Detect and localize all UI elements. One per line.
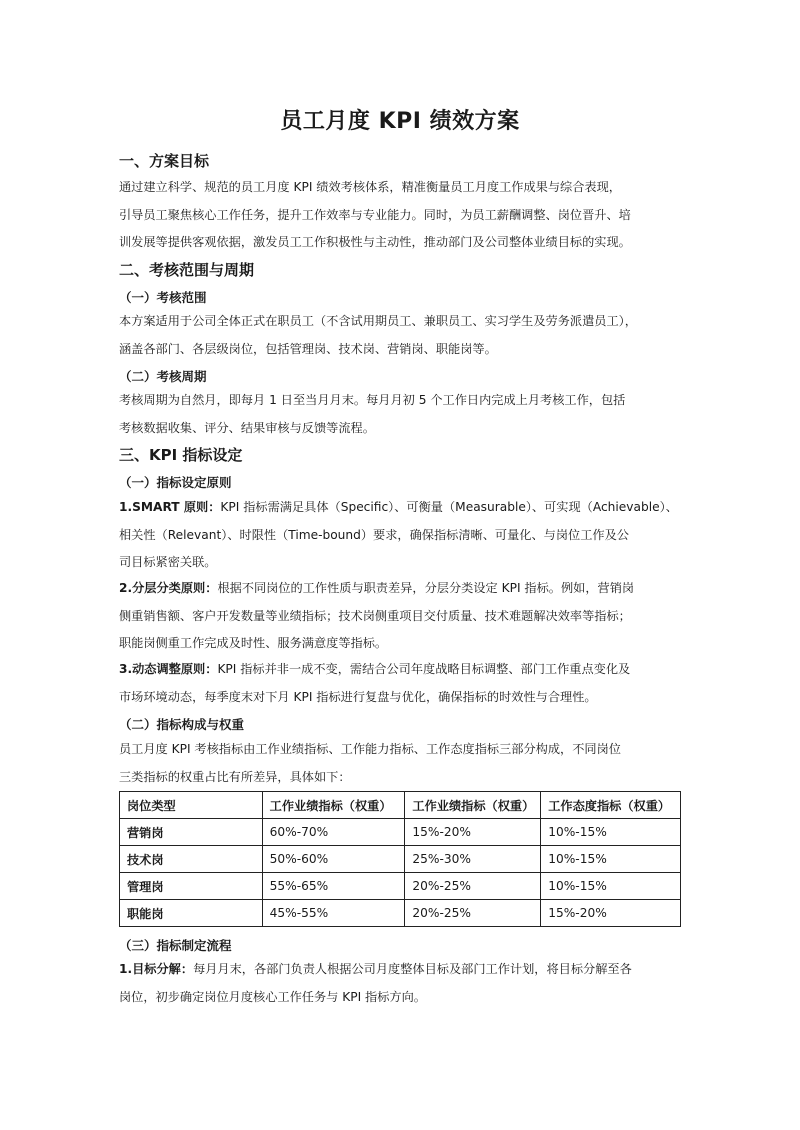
table-cell: 职能岗 [120, 900, 263, 927]
layer-label: 2.分层分类原则： [119, 581, 218, 595]
table-cell: 55%-65% [262, 873, 405, 900]
text-line: 员工月度 KPI 考核指标由工作业绩指标、工作能力指标、工作态度指标三部分构成，不同岗位 [119, 742, 621, 756]
table-row [120, 900, 681, 927]
text-line: 职能岗侧重工作完成及时性、服务满意度等指标。 [119, 636, 388, 650]
subheading-scope: （一）考核范围 [119, 290, 207, 305]
table-row [120, 846, 681, 873]
table-cell: 技术岗 [120, 846, 263, 873]
text-line: 涵盖各部门、各层级岗位，包括管理岗、技术岗、营销岗、职能岗等。 [119, 341, 497, 356]
header-cell: 工作业绩指标（权重） [262, 792, 405, 819]
subheading-process: （三）指标制定流程 [119, 938, 232, 953]
paragraph-goals [119, 174, 681, 257]
subheading-composition-weights: （二）指标构成与权重 [119, 717, 245, 732]
table-cell: 15%-20% [541, 900, 681, 927]
section-heading-goals: 一、方案目标 [119, 152, 210, 170]
text-line: 2.分层分类原则：根据不同岗位的工作性质与职责差异，分层分类设定 KPI 指标。例如，营销岗 [119, 581, 635, 595]
table-cell: 20%-25% [405, 873, 541, 900]
paragraph-goal-decomposition [119, 956, 681, 1011]
table-cell: 管理岗 [120, 873, 263, 900]
subheading-principles: （一）指标设定原则 [119, 475, 232, 490]
dynamic-label: 3.动态调整原则： [119, 662, 218, 676]
table-cell: 25%-30% [405, 846, 541, 873]
text-line: 1.目标分解：每月月末，各部门负责人根据公司月度整体目标及部门工作计划，将目标分解至各 [119, 962, 632, 976]
text-line: 司目标紧密关联。 [119, 555, 217, 569]
document-title: 员工月度 KPI 绩效方案 [280, 109, 520, 134]
paragraph-composition [119, 736, 681, 791]
table-cell: 15%-20% [405, 819, 541, 846]
text-line: 训发展等提供客观依据，激发员工工作积极性与主动性，推动部门及公司整体业绩目标的实现。 [119, 235, 631, 249]
smart-label: 1.SMART 原则： [119, 500, 221, 514]
table-cell: 45%-55% [262, 900, 405, 927]
header-cell: 工作业绩指标（权重） [405, 792, 541, 819]
table-row [120, 873, 681, 900]
table-cell: 10%-15% [541, 873, 681, 900]
table-cell: 10%-15% [541, 819, 681, 846]
text-line: 1.SMART 原则：KPI 指标需满足具体（Specific）、可衡量（Measurable）、可实现（Achievable）、 [119, 500, 678, 514]
text-line: 考核周期为自然月，即每月 1 日至当月月末。每月月初 5 个工作日内完成上月考核工作，包括 [119, 393, 626, 407]
paragraph-period [119, 387, 681, 442]
paragraph-scope [119, 308, 681, 363]
table-header-row [120, 792, 681, 819]
table-row [120, 819, 681, 846]
text-line: 市场环境动态，每季度末对下月 KPI 指标进行复盘与优化，确保指标的时效性与合理性。 [119, 689, 597, 704]
text-line: 侧重销售额、客户开发数量等业绩指标；技术岗侧重项目交付质量、技术难题解决效率等指标； [119, 608, 631, 623]
paragraph-smart-principle [119, 494, 681, 577]
table-cell: 营销岗 [120, 819, 263, 846]
table-cell: 10%-15% [541, 846, 681, 873]
section-heading-kpi-setting: 三、KPI 指标设定 [119, 446, 243, 464]
paragraph-layer-principle [119, 575, 681, 658]
kpi-weights-table [119, 791, 681, 927]
text-line: 相关性（Relevant）、时限性（Time-bound）要求，确保指标清晰、可量化、与岗位工作及公 [119, 527, 629, 542]
goal-label: 1.目标分解： [119, 962, 194, 976]
text-line: 岗位，初步确定岗位月度核心工作任务与 KPI 指标方向。 [119, 989, 426, 1004]
section-heading-scope-period: 二、考核范围与周期 [119, 261, 255, 279]
table-cell: 20%-25% [405, 900, 541, 927]
table-cell: 60%-70% [262, 819, 405, 846]
table-cell: 50%-60% [262, 846, 405, 873]
text-line: 通过建立科学、规范的员工月度 KPI 绩效考核体系，精准衡量员工月度工作成果与综合表现， [119, 180, 621, 194]
text-line: 三类指标的权重占比有所差异，具体如下： [119, 769, 351, 784]
header-cell: 工作态度指标（权重） [541, 792, 681, 819]
text-line: 本方案适用于公司全体正式在职员工（不含试用期员工、兼职员工、实习学生及劳务派遣员工）， [119, 314, 637, 328]
text-line: 3.动态调整原则：KPI 指标并非一成不变，需结合公司年度战略目标调整、部门工作重点变化及 [119, 662, 631, 676]
paragraph-dynamic-principle [119, 656, 681, 711]
subheading-period: （二）考核周期 [119, 369, 207, 384]
header-cell: 岗位类型 [120, 792, 263, 819]
text-line: 引导员工聚焦核心工作任务，提升工作效率与专业能力。同时，为员工薪酬调整、岗位晋升、培 [119, 207, 631, 222]
text-line: 考核数据收集、评分、结果审核与反馈等流程。 [119, 420, 375, 435]
